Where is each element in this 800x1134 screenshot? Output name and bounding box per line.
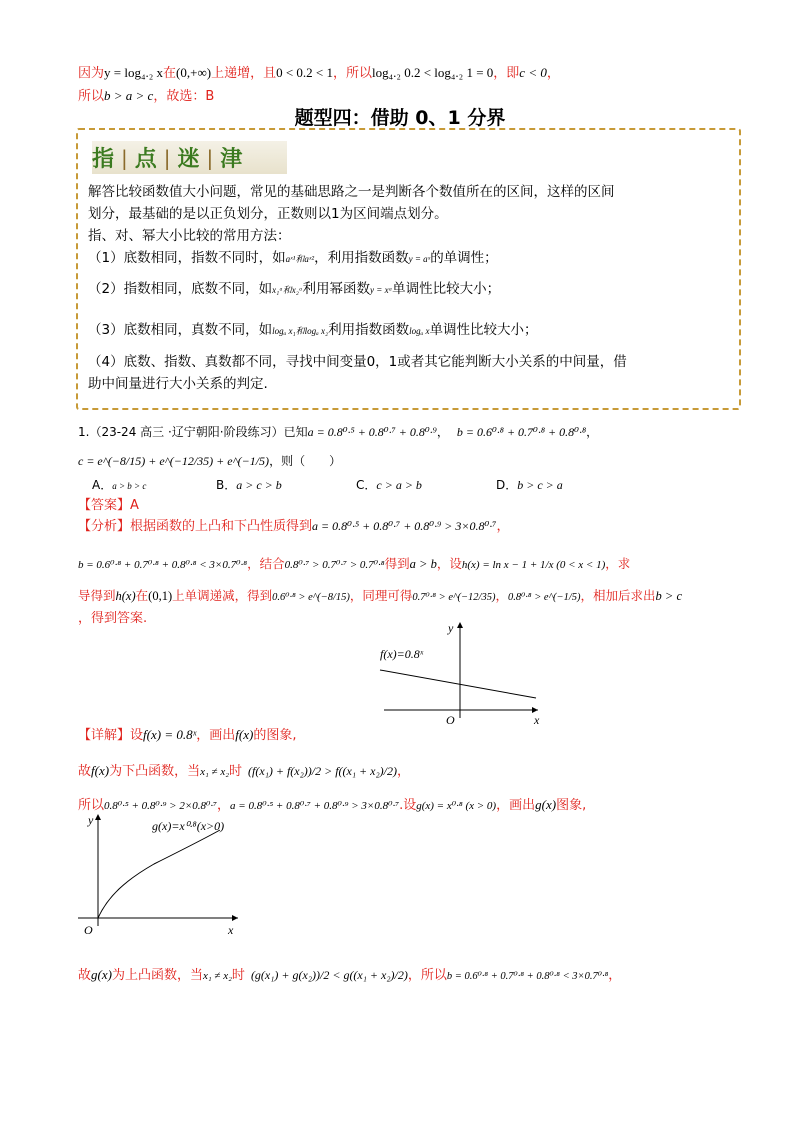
q1-option-c: C．c > a > b bbox=[356, 478, 422, 492]
detail-line-3: 所以0.8⁰·⁵ + 0.8⁰·⁹ > 2×0.8⁰·⁷，a = 0.8⁰·⁵ + 0.8⁰·⁷ + 0.8⁰·⁹ > 3×0.8⁰·⁷.设g(x) = x⁰·⁸ (x > 0)，画出g(x)图象, bbox=[78, 797, 587, 813]
detail-line-1: 【详解】设f(x) = 0.8ˣ，画出f(x)的图象, bbox=[78, 727, 297, 743]
graph1-o: O bbox=[446, 713, 455, 726]
graph2-label: g(x)=x⁰·⁸(x>0) bbox=[152, 819, 225, 833]
analysis-line-4: ，得到答案. bbox=[78, 611, 148, 626]
q1-option-b: B．a > c > b bbox=[216, 478, 282, 492]
graph-exponential bbox=[376, 618, 546, 726]
analysis-line-2: b = 0.6⁰·⁸ + 0.7⁰·⁸ + 0.8⁰·⁸ < 3×0.7⁰·⁸，结合0.8⁰·⁷ > 0.7⁰·⁷ > 0.7⁰·⁸得到a > b，设h(x) = ln x − 1 + 1/x (0 < x < 1)，求 bbox=[78, 556, 631, 571]
y-axis-arrow bbox=[457, 622, 463, 628]
q1-stem: 1.（23-24 高三 ·辽宁朝阳·阶段练习）已知a = 0.8⁰·⁵ + 0.8⁰·⁷ + 0.8⁰·⁹， b = 0.6⁰·⁸ + 0.7⁰·⁸ + 0.8⁰·⁸， bbox=[78, 425, 599, 439]
tips-p1a: 解答比较函数值大小问题，常见的基础思路之一是判断各个数值所在的区间，这样的区间 bbox=[88, 184, 615, 200]
tips-p1b: 划分，最基础的是以正负划分，正数则以1为区间端点划分。 bbox=[88, 206, 448, 222]
q1-option-a: A．a > b > c bbox=[92, 478, 147, 492]
tips-item-4a: （4）底数、指数、真数都不同，寻找中间变量0，1或者其它能判断大小关系的中间量，借 bbox=[88, 354, 627, 370]
detail-line-2: 故f(x)为下凸函数，当x₁ ≠ x₂时 (f(x₁) + f(x₂))/2 > f((x₁ + x₂)/2)， bbox=[78, 763, 410, 779]
y-axis-arrow bbox=[95, 814, 101, 820]
graph1-y: y bbox=[448, 621, 454, 635]
graph2-o: O bbox=[84, 923, 93, 937]
q1-option-d: D．b > c > a bbox=[496, 478, 563, 492]
graph2-x: x bbox=[228, 923, 234, 937]
analysis-line-1: 【分析】根据函数的上凸和下凸性质得到a = 0.8⁰·⁵ + 0.8⁰·⁷ + 0.8⁰·⁹ > 3×0.8⁰·⁷， bbox=[78, 519, 510, 534]
detail-line-4: 故g(x)为上凸函数，当x₁ ≠ x₂时 (g(x₁) + g(x₂))/2 < g((x₁ + x₂)/2)，所以b = 0.6⁰·⁸ + 0.7⁰·⁸ + 0.8⁰·⁸ < 3×0.7⁰·⁸， bbox=[78, 967, 622, 983]
graph1-x: x bbox=[534, 713, 540, 726]
top-line-1: 因为y = log₄.₂ x在(0,+∞)上递增，且0 < 0.2 < 1，所以log₄.₂ 0.2 < log₄.₂ 1 = 0，即c < 0， bbox=[78, 65, 560, 81]
power-curve bbox=[98, 830, 220, 918]
tips-p2: 指、对、幂大小比较的常用方法： bbox=[88, 228, 291, 244]
tips-item-2: （2）指数相同，底数不同，如x₁ᵃ和x₂ᵃ利用幂函数y = xᵃ单调性比较大小； bbox=[88, 281, 501, 297]
graph-power bbox=[74, 808, 250, 938]
analysis-line-3: 导得到h(x)在(0,1)上单调递减，得到0.6⁰·⁸ > e^(−8/15)，同理可得0.7⁰·⁸ > e^(−12/35)，0.8⁰·⁸ > e^(−1/5)，相加后求出b > c bbox=[78, 588, 682, 603]
graph2-y: y bbox=[88, 813, 94, 827]
tips-header: 指 | 点 | 迷 | 津 bbox=[92, 141, 287, 174]
tips-item-1: （1）底数相同，指数不同时，如aˣ¹和aˣ²，利用指数函数y = aˣ的单调性； bbox=[88, 250, 498, 266]
section-title: 题型四：借助 0、1 分界 bbox=[294, 107, 506, 129]
top-line-2: 所以b > a > c，故选：B bbox=[78, 88, 215, 104]
q1-stem-2: c = e^(−8/15) + e^(−12/35) + e^(−1/5)，则（ ） bbox=[78, 454, 342, 468]
exp-curve bbox=[380, 670, 536, 698]
tips-item-3: （3）底数相同，真数不同，如logₐ x₁和logₐ x₂利用指数函数logₐ x单调性比较大小； bbox=[88, 322, 538, 338]
graph1-label: f(x)=0.8ˣ bbox=[380, 647, 424, 661]
tips-item-4b: 助中间量进行大小关系的判定. bbox=[88, 376, 268, 392]
x-axis-arrow bbox=[232, 915, 238, 921]
answer: 【答案】A bbox=[78, 498, 139, 513]
